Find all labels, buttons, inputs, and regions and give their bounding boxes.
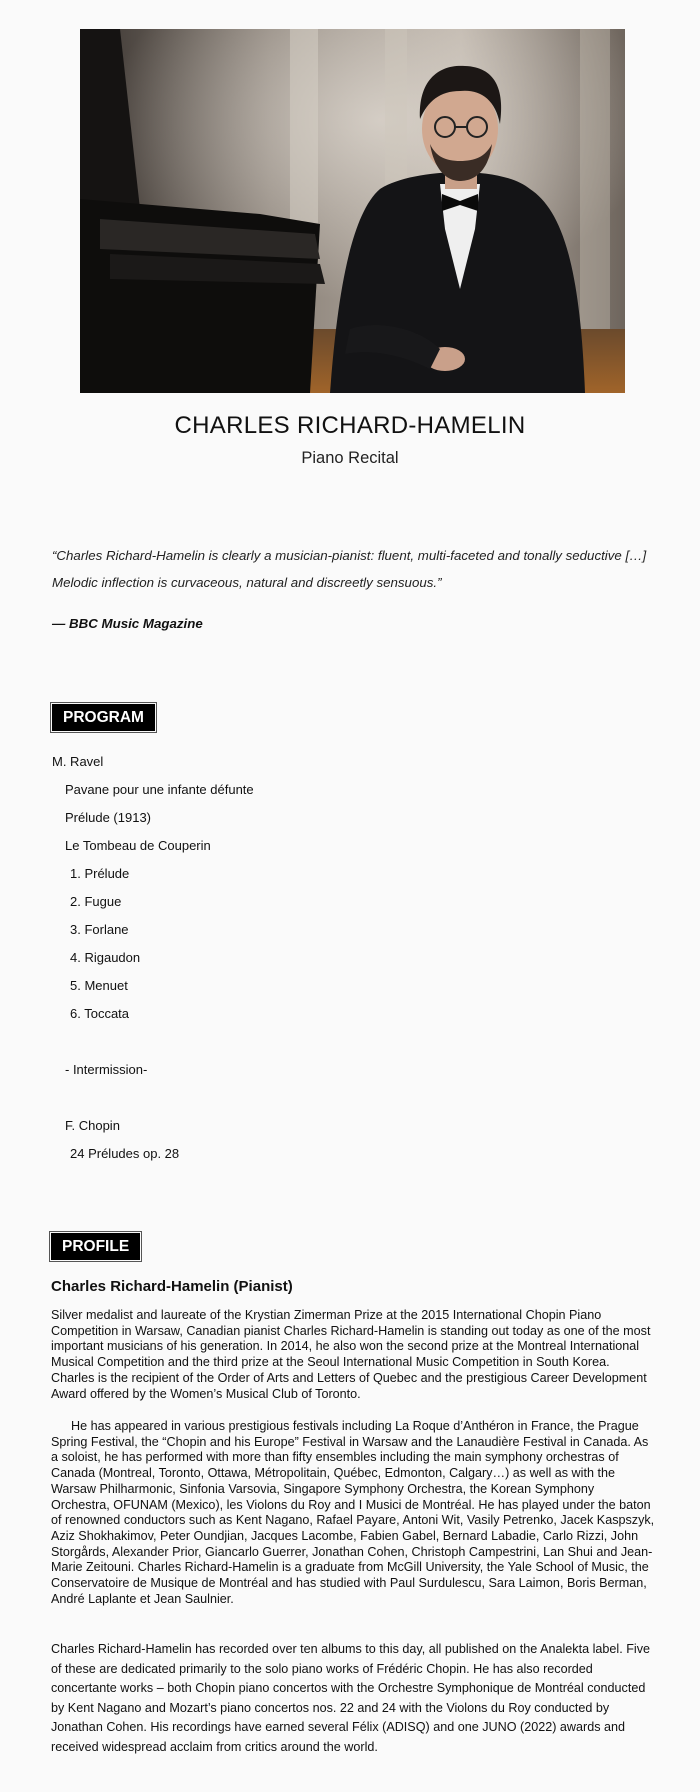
- program-work: 24 Préludes op. 28: [70, 1146, 180, 1161]
- composer-chopin: F. Chopin: [65, 1118, 120, 1133]
- pianist-photo: [80, 29, 625, 393]
- movement-item: 3. Forlane: [70, 922, 129, 937]
- intermission: - Intermission-: [65, 1062, 148, 1077]
- program-work: Pavane pour une infante défunte: [65, 782, 254, 797]
- quote-source: — BBC Music Magazine: [52, 616, 203, 631]
- movement-item: 4. Rigaudon: [70, 950, 141, 965]
- movement-item: 6. Toccata: [70, 1006, 130, 1021]
- program-work: Prélude (1913): [65, 810, 151, 825]
- recital-subtitle: Piano Recital: [301, 449, 399, 467]
- bio-paragraph-1: Silver medalist and laureate of the Krystian Zimerman Prize at the 2015 International Chopin Piano Competition in Warsaw, Canadian pianist Charles Richard-Hamelin is standing out today as one of the most important musicians of his generation. In 2014, he also won the second prize at the Montreal International Musical Competition and the third prize at the Seoul International Music Competition in South Korea. Charles is the recipient of the Order of Arts and Letters of Quebec and the prestigious Career Development Award offered by the Women’s Musical Club of Toronto.: [51, 1308, 651, 1401]
- artist-name: Charles Richard-Hamelin (Pianist): [51, 1278, 293, 1295]
- composer-ravel: M. Ravel: [52, 754, 104, 769]
- program-work: Le Tombeau de Couperin: [65, 838, 211, 853]
- recital-title: CHARLES RICHARD-HAMELIN: [174, 412, 526, 439]
- press-quote: “Charles Richard-Hamelin is clearly a musician-pianist: fluent, multi-faceted and tonally seductive […] Melodic inflection is curvaceous, natural and discreetly sensuous.”: [52, 548, 647, 590]
- movement-item: 5. Menuet: [70, 978, 128, 993]
- movement-item: 2. Fugue: [70, 894, 122, 909]
- bio-paragraph-2: He has appeared in various prestigious festivals including La Roque d’Anthéron in France, the Prague Spring Festival, the “Chopin and his Europe” Festival in Warsaw and the Lanaudière Festival in Canada. As a soloist, he has performed with more than fifty ensembles including the main symphony orchestras of Canada (Montreal, Toronto, Ottawa, Métropolitain, Québec, Edmonton, Calgary…) as well as with the Warsaw Philharmonic, Sinfonia Varsovia, Singapore Symphony Orchestra, the Korean Symphony Orchestra, OFUNAM (Mexico), les Violons du Roy and I Musici de Montréal. He has played under the baton of renowned conductors such as Kent Nagano, Rafael Payare, Antoni Wit, Vasily Petrenko, Jacek Kaspszyk, Aziz Shokhakimov, Peter Oundjian, Jacques Lacombe, Fabien Gabel, Bernard Labadie, Carlo Rizzi, John Storgårds, Alexander Prior, Giancarlo Guerrer, Jonathan Cohen, Christoph Campestrini, Lan Shui and Jean-Marie Zeitouni. Charles Richard-Hamelin is a graduate from McGill University, the Yale School of Music, the Conservatoire de Musique de Montréal and has studied with Paul Surdulescu, Sara Laimon, Boris Berman, André Laplante et Jean Saulnier.: [51, 1419, 655, 1606]
- profile-heading: PROFILE: [51, 1233, 140, 1260]
- bio-paragraph-3: Charles Richard-Hamelin has recorded over ten albums to this day, all published on the Analekta label. Five of these are dedicated primarily to the solo piano works of Frédéric Chopin. He has also recorded concertante works – both Chopin piano concertos with the Orchestre Symphonique de Montréal conducted by Kent Nagano and Mozart’s piano concertos nos. 22 and 24 with the Violons du Roy conducted by Jonathan Cohen. His recordings have earned several Félix (ADISQ) and one JUNO (2022) awards and received widespread acclaim from critics around the world.: [51, 1642, 650, 1754]
- movement-item: 1. Prélude: [70, 866, 130, 881]
- program-heading: PROGRAM: [52, 704, 155, 731]
